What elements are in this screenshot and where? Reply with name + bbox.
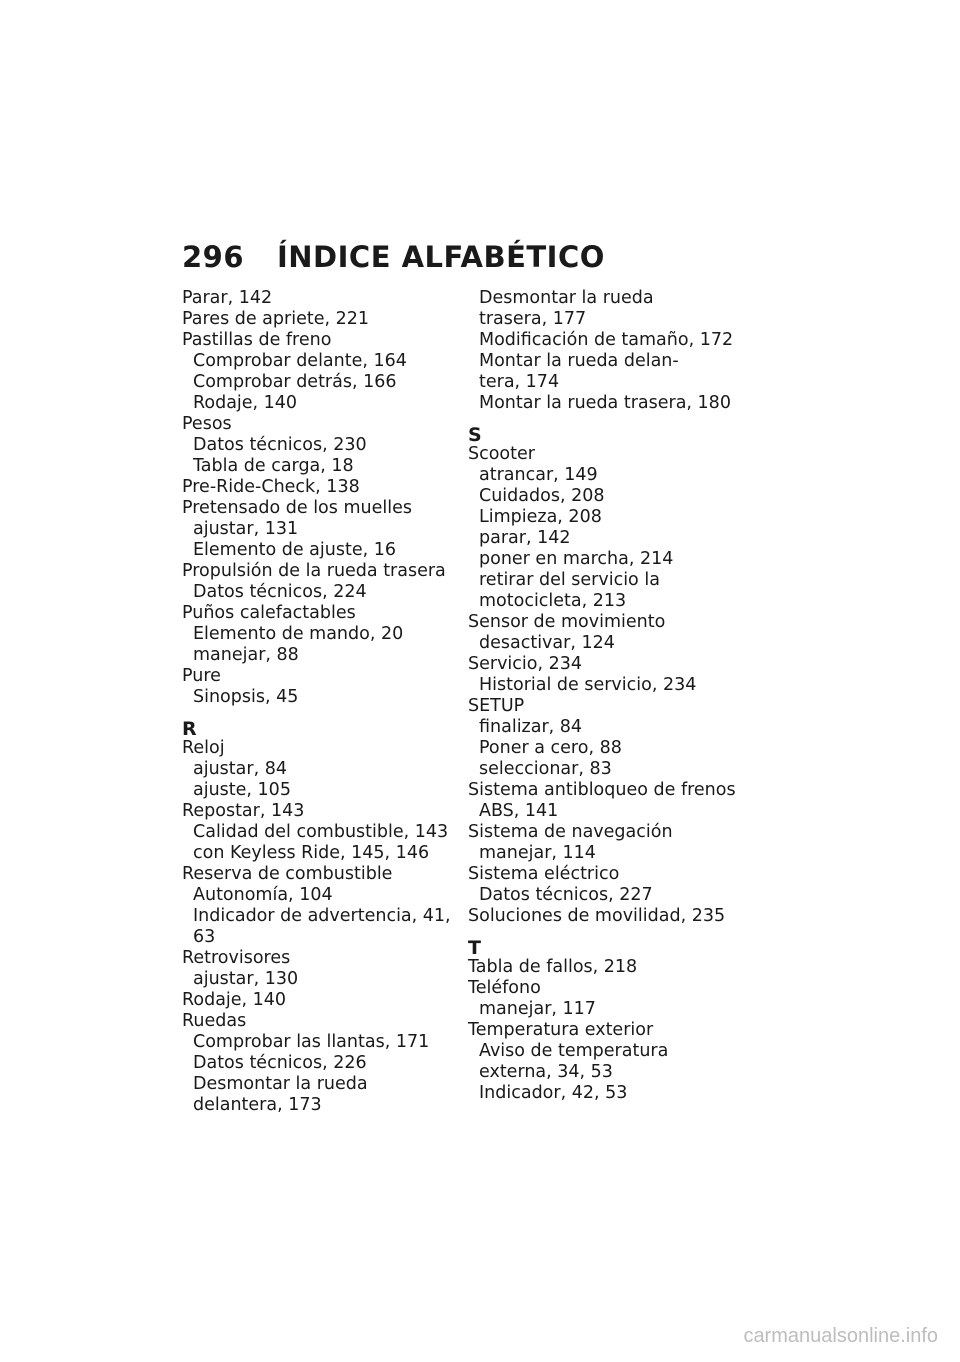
index-entry: Rodaje, 140: [182, 990, 287, 1010]
index-entry: Pre-Ride-Check, 138: [182, 477, 360, 497]
index-subentry: trasera, 177: [479, 309, 587, 329]
index-entry: Repostar, 143: [182, 801, 305, 821]
index-entry: Puños calefactables: [182, 603, 356, 623]
index-subentry: ajustar, 131: [193, 519, 299, 539]
index-subentry: Datos técnicos, 226: [193, 1053, 367, 1073]
index-subentry: Cuidados, 208: [479, 486, 605, 506]
index-subentry: parar, 142: [479, 528, 571, 548]
index-subentry: Montar la rueda delan-: [479, 351, 679, 371]
index-entry: Pastillas de freno: [182, 330, 332, 350]
index-subentry: 63: [193, 927, 216, 947]
index-subentry: Tabla de carga, 18: [193, 456, 354, 476]
index-subentry: Rodaje, 140: [193, 393, 298, 413]
index-subentry: Comprobar detrás, 166: [193, 372, 397, 392]
section-letter: S: [468, 424, 482, 446]
index-subentry: Comprobar delante, 164: [193, 351, 407, 371]
index-entry: Parar, 142: [182, 288, 273, 308]
index-subentry: Comprobar las llantas, 171: [193, 1032, 430, 1052]
index-subentry: seleccionar, 83: [479, 759, 612, 779]
index-subentry: Datos técnicos, 230: [193, 435, 367, 455]
index-subentry: Desmontar la rueda: [479, 288, 654, 308]
index-subentry: delantera, 173: [193, 1095, 322, 1115]
index-subentry: poner en marcha, 214: [479, 549, 674, 569]
index-entry: Sistema antibloqueo de frenos: [468, 780, 736, 800]
index-entry: Pure: [182, 666, 221, 686]
index-subentry: Sinopsis, 45: [193, 687, 299, 707]
index-subentry: Calidad del combustible, 143: [193, 822, 449, 842]
index-subentry: manejar, 88: [193, 645, 299, 665]
index-entry: Servicio, 234: [468, 654, 583, 674]
index-subentry: motocicleta, 213: [479, 591, 627, 611]
index-column-right: [468, 288, 738, 1104]
index-subentry: Autonomía, 104: [193, 885, 333, 905]
page-header: [182, 240, 605, 274]
index-entry: Pesos: [182, 414, 232, 434]
index-entry: Pretensado de los muelles: [182, 498, 412, 518]
index-subentry: retirar del servicio la: [479, 570, 660, 590]
index-entry: Temperatura exterior: [468, 1020, 654, 1040]
index-subentry: atrancar, 149: [479, 465, 598, 485]
index-column-left: [182, 288, 452, 1116]
page-title: ÍNDICE ALFABÉTICO: [277, 240, 605, 274]
index-entry: Ruedas: [182, 1011, 247, 1031]
index-entry: Reloj: [182, 738, 225, 758]
index-entry: Reserva de combustible: [182, 864, 393, 884]
index-subentry: con Keyless Ride, 145, 146: [193, 843, 430, 863]
index-entry: Sistema de navegación: [468, 822, 673, 842]
index-subentry: finalizar, 84: [479, 717, 583, 737]
section-letter: T: [468, 937, 481, 959]
index-subentry: externa, 34, 53: [479, 1062, 613, 1082]
index-entry: Tabla de fallos, 218: [468, 957, 638, 977]
index-entry: Scooter: [468, 444, 535, 464]
index-subentry: ajustar, 84: [193, 759, 287, 779]
index-subentry: manejar, 114: [479, 843, 596, 863]
index-subentry: Datos técnicos, 227: [479, 885, 653, 905]
index-subentry: Datos técnicos, 224: [193, 582, 367, 602]
index-entry: Retrovisores: [182, 948, 291, 968]
index-subentry: Montar la rueda trasera, 180: [479, 393, 731, 413]
index-subentry: ajuste, 105: [193, 780, 291, 800]
index-subentry: Historial de servicio, 234: [479, 675, 697, 695]
index-subentry: tera, 174: [479, 372, 560, 392]
index-subentry: Indicador de advertencia, 41,: [193, 906, 451, 926]
index-subentry: Elemento de ajuste, 16: [193, 540, 396, 560]
index-entry: SETUP: [468, 696, 525, 716]
index-subentry: Elemento de mando, 20: [193, 624, 404, 644]
index-subentry: Aviso de temperatura: [479, 1041, 669, 1061]
page-number: 296: [182, 240, 245, 274]
index-entry: Sensor de movimiento: [468, 612, 666, 632]
index-entry: Pares de apriete, 221: [182, 309, 369, 329]
index-subentry: Indicador, 42, 53: [479, 1083, 628, 1103]
watermark: carmanualsonline.info: [743, 1325, 938, 1347]
index-entry: Propulsión de la rueda trasera: [182, 561, 446, 581]
index-subentry: manejar, 117: [479, 999, 596, 1019]
index-subentry: Desmontar la rueda: [193, 1074, 368, 1094]
index-subentry: Modificación de tamaño, 172: [479, 330, 734, 350]
index-subentry: desactivar, 124: [479, 633, 615, 653]
index-subentry: ABS, 141: [479, 801, 559, 821]
index-entry: Soluciones de movilidad, 235: [468, 906, 726, 926]
section-letter: R: [182, 718, 197, 740]
index-entry: Teléfono: [468, 978, 541, 998]
index-entry: Sistema eléctrico: [468, 864, 620, 884]
index-subentry: ajustar, 130: [193, 969, 299, 989]
index-subentry: Limpieza, 208: [479, 507, 602, 527]
index-subentry: Poner a cero, 88: [479, 738, 622, 758]
